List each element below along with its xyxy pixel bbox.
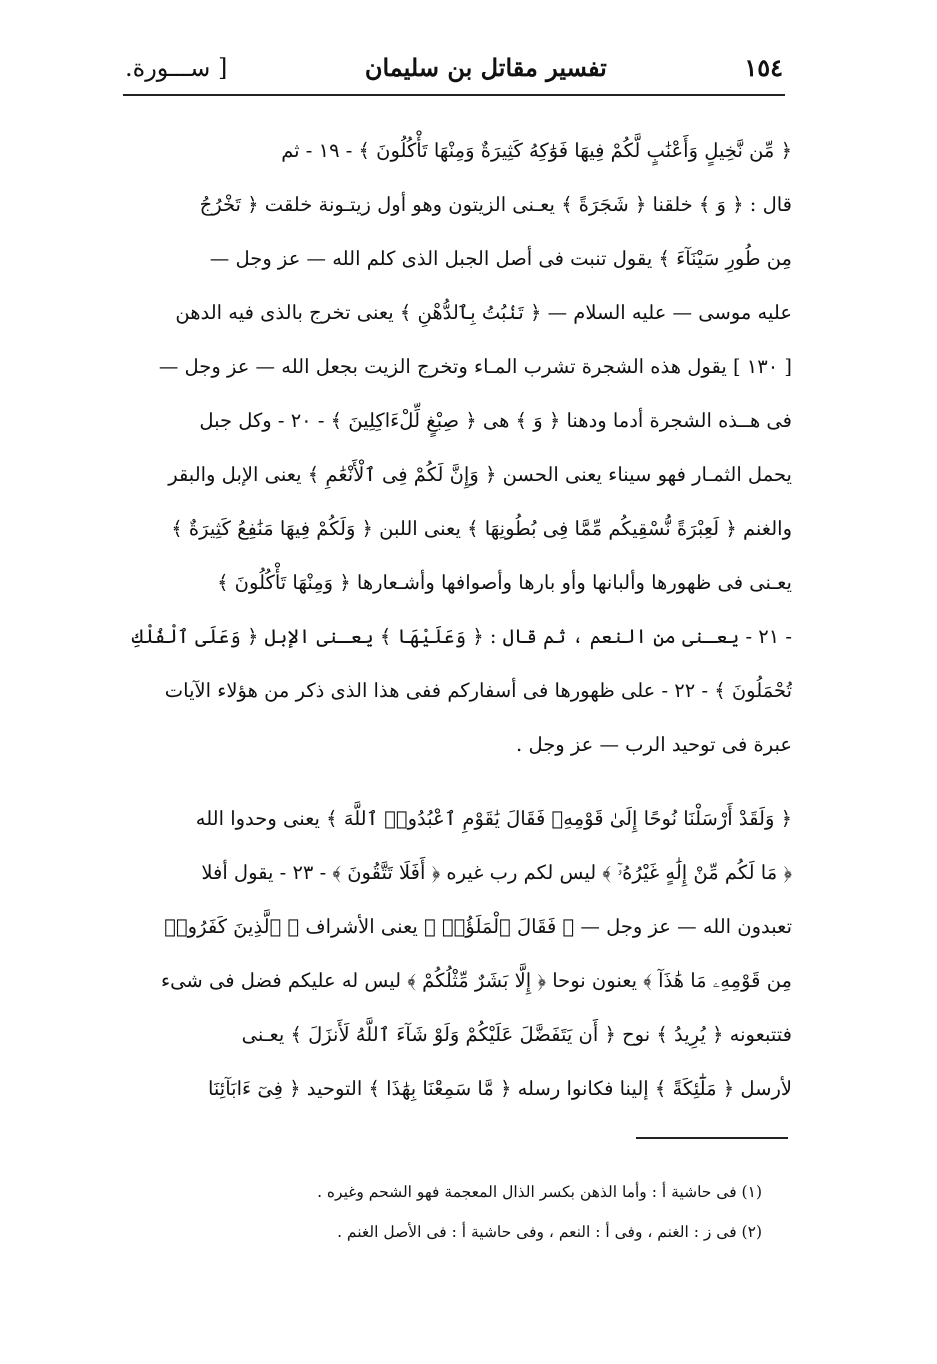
header-rule	[123, 94, 785, 96]
footnotes	[250, 1172, 762, 1252]
body-text	[120, 124, 792, 1116]
text-line: [ ١٣٠ ] يقول هذه الشجرة تشرب المـاء وتخرج الزيت بجعل الله — عز وجل —	[158, 355, 792, 378]
text-line: يحمل الثمـار فهو سيناء يعنى الحسن ﴿ وَإِنَّ لَكُمْ فِى ٱلْأَنْعَٰمِ ﴾ يعنى الإبل والبقر	[168, 463, 792, 486]
text-line: مِن طُورِ سَيْنَآءَ ﴾ يقول تنبت فى أصل الجبل الذى كلم الله — عز وجل —	[209, 247, 792, 270]
text-line: فتتبعونه ﴿ يُرِيدُ ﴾ نوح ﴿ أَن يَتَفَضَّلَ عَلَيْكُمْ وَلَوْ شَآءَ ٱللَّهُ لَأَنزَلَ ﴾ يعـنى	[241, 1023, 792, 1046]
text-line: ﴿ مَا لَكُم مِّنْ إِلَٰهٍ غَيْرُهُۥٓ ﴾ ليس لكم رب غيره ﴿ أَفَلَا تَتَّقُونَ ﴾ - ٢٣ - يقول أفلا	[201, 861, 792, 884]
text-line: ﴿ مِّن نَّخِيلٍ وَأَعْنَٰبٍ لَّكُمْ فِيهَا فَوَٰكِهُ كَثِيرَةٌ وَمِنْهَا تَأْكُلُونَ ﴾ - ١٩ - ثم	[281, 139, 792, 162]
footnote-1: (١) فى حاشية أ : وأما الذهن بكسر الذال المعجمة فهو الشحم وغيره .	[317, 1183, 762, 1201]
footnote-rule	[636, 1137, 788, 1139]
text-line: - ٢١ - يعـنى من النعم ، ثم قال : ﴿ وَعَلَيْهَا ﴾ يعـنى الإبل ﴿ وَعَلَى ٱلْفُلْكِ	[131, 625, 792, 648]
text-line: مِن قَوْمِهِۦ مَا هَٰذَآ ﴾ يعنون نوحا ﴿ إِلَّا بَشَرٌ مِّثْلُكُمْ ﴾ ليس له عليكم فضل فى شىء	[160, 969, 792, 992]
text-line: والغنم ﴿ لَعِبْرَةً نُّسْقِيكُم مِّمَّا فِى بُطُونِهَا ﴾ يعنى اللبن ﴿ وَلَكُمْ فِيهَا مَنَٰفِعُ كَثِيرَةٌ ﴾	[171, 517, 792, 540]
text-line: عليه موسى — عليه السلام — ﴿ تَنۢبُتُ بِٱلدُّهْنِ ﴾ يعنى تخرج بالذى فيه الدهن	[175, 301, 792, 324]
text-line: تعبدون الله — عز وجل — ﴿ فَقَالَ ٱلْمَلَؤُا۟ ﴾ يعنى الأشراف ﴿ ٱلَّذِينَ كَفَرُوا۟	[164, 915, 792, 938]
page-number: ١٥٤	[744, 53, 783, 82]
text-line: عبرة فى توحيد الرب — عز وجل .	[516, 733, 792, 756]
text-line: لأرسل ﴿ مَلَٰٓئِكَةً ﴾ إلينا فكانوا رسله ﴿ مَّا سَمِعْنَا بِهَٰذَا ﴾ التوحيد ﴿ فِىٓ ءَابَآئِنَا	[207, 1077, 792, 1100]
book-title: تفسير مقاتل بن سليمان	[364, 53, 607, 82]
running-head	[125, 48, 783, 88]
footnote-2: (٢) فى ز : الغنم ، وفى أ : النعم ، وفى حاشية أ : فى الأصل الغنم .	[337, 1223, 762, 1241]
text-line: فى هــذه الشجرة أدما ودهنا ﴿ وَ ﴾ هى ﴿ صِبْغٍ لِّلْءَاكِلِينَ ﴾ - ٢٠ - وكل جبل	[199, 409, 792, 432]
text-line: قال : ﴿ وَ ﴾ خلقنا ﴿ شَجَرَةً ﴾ يعـنى الزيتون وهو أول زيتـونة خلقت ﴿ تَخْرُجُ	[199, 193, 792, 216]
text-line: تُحْمَلُونَ ﴾ - ٢٢ - على ظهورها فى أسفاركم ففى هذا الذى ذكر من هؤلاء الآيات	[164, 679, 792, 702]
surah-label: [ ســـورة.	[125, 54, 228, 82]
text-line: ﴿ وَلَقَدْ أَرْسَلْنَا نُوحًا إِلَىٰ قَوْمِهِۦ فَقَالَ يَٰقَوْمِ ٱعْبُدُوا۟ ٱللَّهَ ﴾ يعنى وحدوا الله	[195, 807, 792, 830]
paragraph-gap	[120, 772, 792, 792]
text-line: يعـنى فى ظهورها وألبانها وأو بارها وأصوافها وأشـعارها ﴿ وَمِنْهَا تَأْكُلُونَ ﴾	[217, 571, 792, 594]
